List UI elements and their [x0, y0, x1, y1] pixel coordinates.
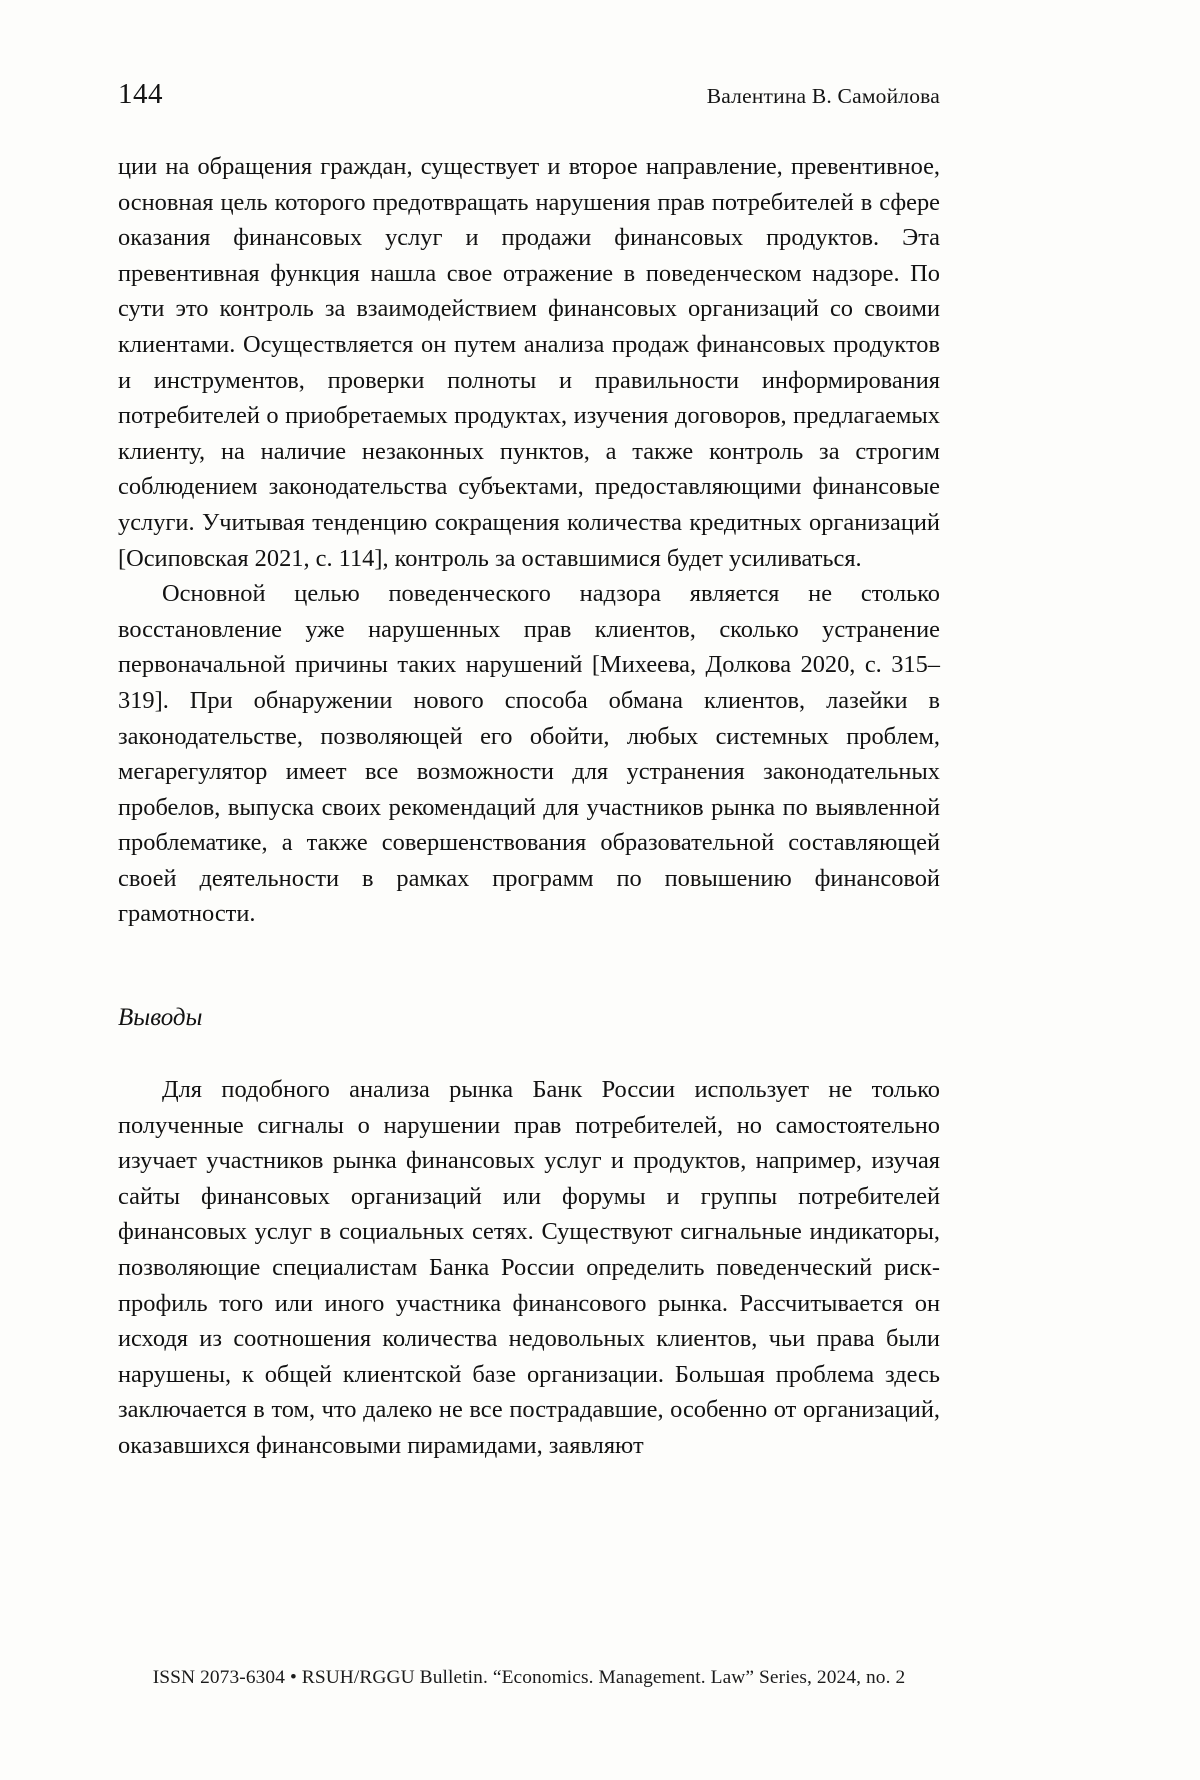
page-content [118, 78, 940, 1464]
paragraph-behavioral-supervision: Основной целью поведенческого надзора является не столько восстановление уже нарушенных прав клиентов, сколько устранение первоначальной причины таких нарушений [Михеева, Долкова 2020, с. 315–319]. При обнаружении нового способа обмана клиентов, лазейки в законодательстве, позволяющей его обойти, любых системных проблем, мегарегулятор имеет все возможности для устранения законодательных пробелов, выпуска своих рекомендаций для участников рынка по выявленной проблематике, а также совершенствования образовательной составляющей своей деятельности в рамках программ по повышению финансовой грамотности. [118, 580, 940, 928]
heading-spacer [118, 1032, 940, 1072]
running-head [118, 78, 940, 111]
paragraph-continuation: ции на обращения граждан, существует и второе направление, превентивное, основная цель которого предотвращать нарушения прав потребителей в сфере оказания финансовых услуг и продажи финансовых продуктов. Эта превентивная функция нашла свое отражение в поведенческом надзоре. По сути это контроль за взаимодействием финансовых организаций со своими клиентами. Осуществляется он путем анализа продаж финансовых продуктов и инструментов, проверки полноты и правильности информирования потребителей о приобретаемых продуктах, изучения договоров, предлагаемых клиенту, на наличие незаконных пунктов, а также контроль за строгим соблюдением законодательства субъектами, предоставляющими финансовые услуги. Учитывая тенденцию сокращения количества кредитных организаций [Осиповская 2021, с. 114], контроль за оставшимися будет усиливаться. [118, 153, 940, 572]
section-heading-conclusions: Выводы [118, 1004, 203, 1032]
running-author: Валентина В. Самойлова [706, 84, 940, 108]
paragraph-conclusions: Для подобного анализа рынка Банк России использует не только полученные сигналы о нарушении прав потребителей, но самостоятельно изучает участников рынка финансовых услуг и продуктов, например, изучая сайты финансовых организаций или форумы и группы потребителей финансовых услуг в социальных сетях. Существуют сигнальные индикаторы, позволяющие специалистам Банка России определить поведенческий риск-профиль того или иного участника финансового рынка. Рассчитывается он исходя из соотношения количества недовольных клиентов, чьи права были нарушены, к общей клиентской базе организации. Большая проблема здесь заключается в том, что далеко не все пострадавшие, особенно от организаций, оказавшихся финансовыми пирамидами, заявляют [118, 1076, 940, 1459]
page-footer: ISSN 2073-6304 • RSUH/RGGU Bulletin. “Economics. Management. Law” Series, 2024, no. 2 [152, 1667, 906, 1688]
section-spacer [118, 932, 940, 1004]
page-number: 144 [118, 78, 163, 110]
